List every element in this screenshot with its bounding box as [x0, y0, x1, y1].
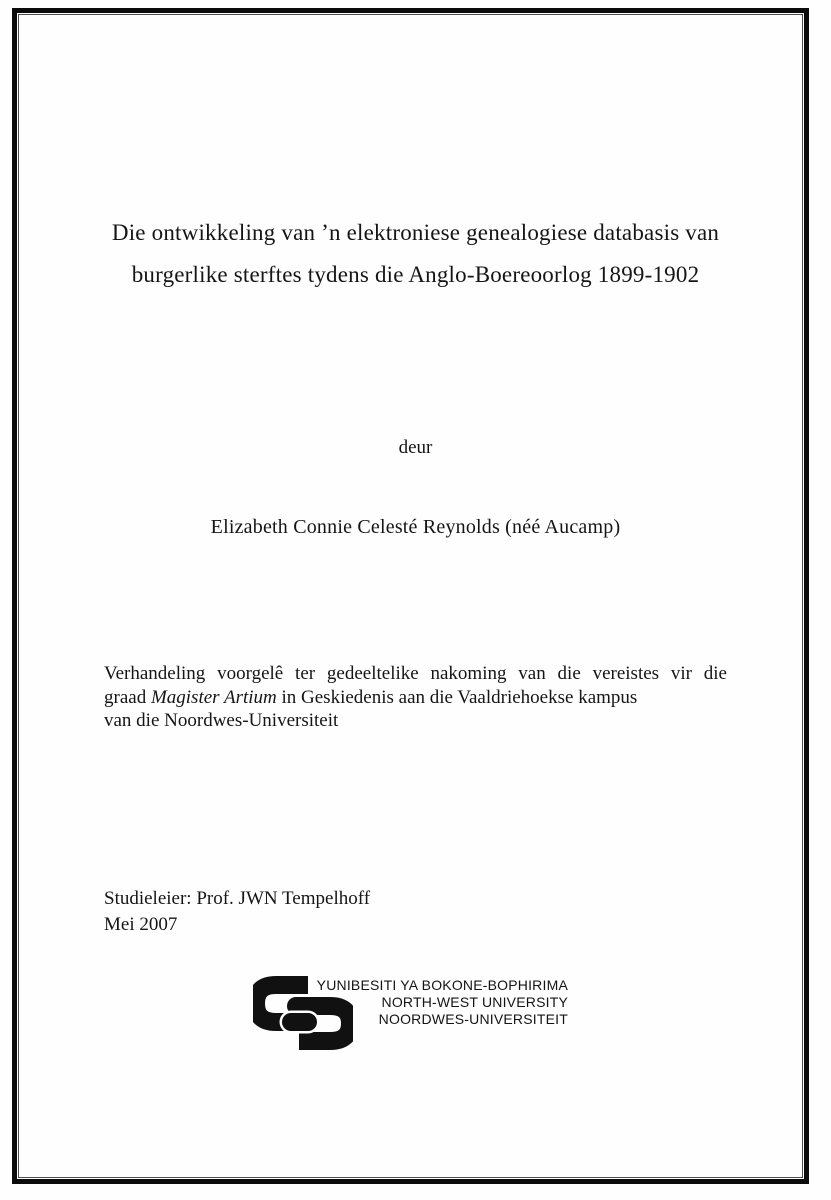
degree-name-italic: Magister Artium [150, 686, 277, 708]
thesis-title [52, 212, 779, 296]
degree-statement-line3: van die Noordwes-Universiteit [104, 710, 339, 731]
degree-statement [104, 662, 727, 733]
nwu-logo-wordmark [317, 977, 568, 1028]
logo-line-afrikaans: NOORDWES-UNIVERSITEIT [378, 1011, 568, 1027]
thesis-title-line2: burgerlike sterftes tydens die Anglo-Boereoorlog 1899-1902 [131, 262, 700, 287]
submission-date: Mei 2007 [104, 913, 178, 935]
thesis-title-line1: Die ontwikkeling van ’n elektroniese genealogiese databasis van [111, 220, 720, 245]
supervisor-line: Studieleier: Prof. JWN Tempelhoff [104, 888, 371, 909]
degree-statement-line2-suffix: in Geskiedenis aan die Vaaldriehoekse kampus [276, 686, 638, 708]
degree-statement-line1: Verhandeling voorgelê ter gedeeltelike nakoming van die vereistes vir die [104, 663, 727, 684]
degree-statement-line2-prefix: graad [104, 686, 151, 708]
supervisor-block [104, 886, 370, 937]
author-name: Elizabeth Connie Celesté Reynolds (néé Aucamp) [210, 516, 621, 538]
logo-line-english: NORTH-WEST UNIVERSITY [381, 994, 568, 1010]
byline-label: deur [398, 437, 433, 458]
logo-line-setswana: YUNIBESITI YA BOKONE-BOPHIRIMA [316, 977, 568, 993]
degree-statement-line2 [104, 686, 727, 710]
